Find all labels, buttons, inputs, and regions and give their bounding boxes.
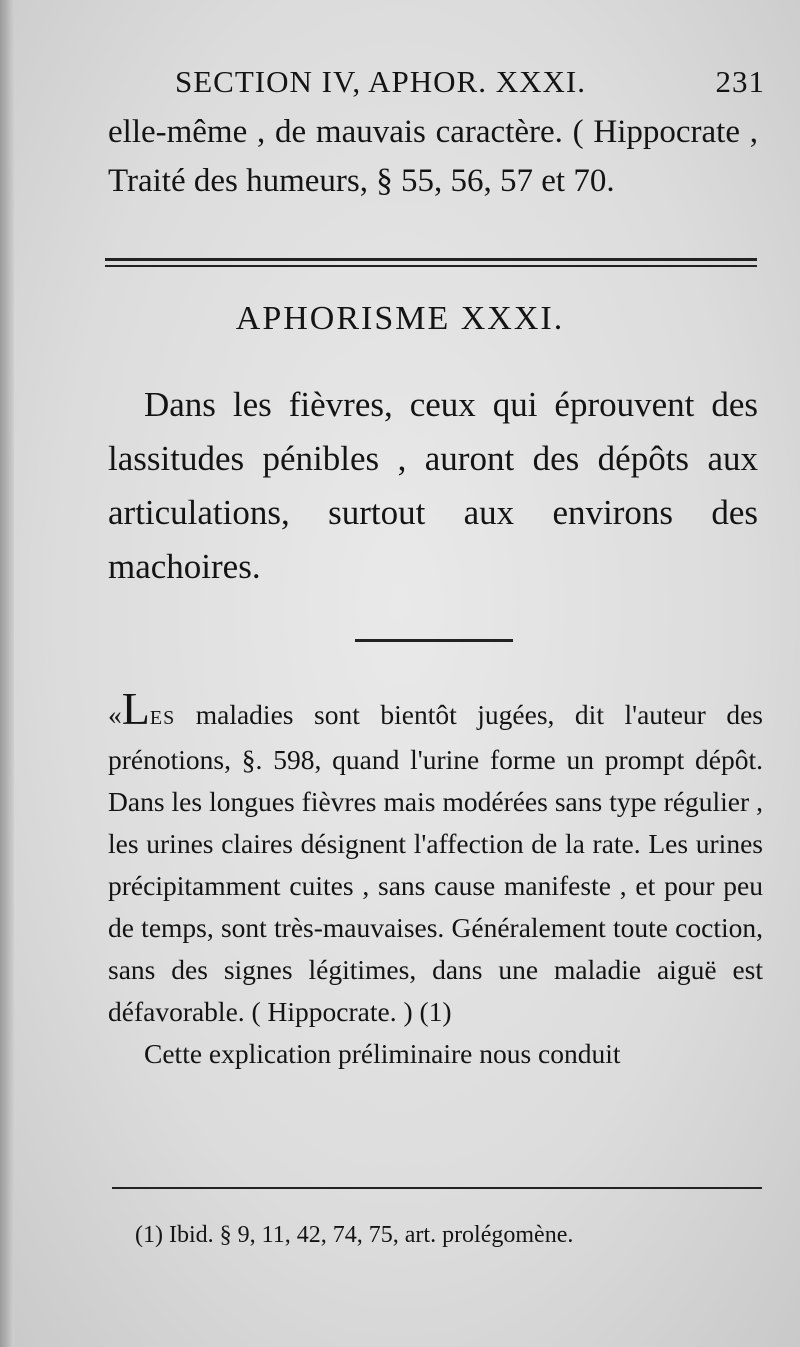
section-rule — [355, 639, 513, 642]
commentary-last-line: Cette explication préliminaire nous conduit — [144, 1038, 621, 1069]
running-head: SECTION IV, APHOR. XXXI. — [175, 64, 586, 99]
small-caps: ES — [149, 707, 176, 729]
continuation-text: elle-même , de mauvais caractère. ( Hippocrate , Traité des humeurs, § 55, 56, 57 et 70. — [108, 114, 758, 199]
commentary — [108, 683, 763, 1075]
page-edge-shadow — [0, 0, 14, 1347]
double-rule-top — [105, 258, 757, 261]
double-rule-bottom — [105, 265, 757, 267]
aphorism-body: Dans les fièvres, ceux qui éprouvent des lassitudes pénibles , auront des dépôts aux articulations, surtout aux environs des machoires. — [108, 385, 758, 586]
open-quote: « — [108, 699, 122, 730]
footnote-rule — [112, 1187, 762, 1189]
commentary-body: maladies sont bientôt jugées, dit l'auteur des prénotions, §. 598, quand l'urine forme un prompt dépôt. Dans les longues fièvres mais modérées sans type régulier , les urines claires désignent l'affection de la rate. Les urines précipitamment cuites , sans cause manifeste , et pour peu de temps, sont très-mauvaises. Généralement toute coction, sans des signes légitimes, dans une maladie aiguë est défavorable. ( Hippocrate. ) (1) — [108, 699, 763, 1027]
running-header — [175, 64, 765, 100]
drop-letter: L — [121, 683, 150, 734]
aphorism-text — [108, 378, 758, 594]
footnote: (1) Ibid. § 9, 11, 42, 74, 75, art. prolégomène. — [135, 1222, 574, 1248]
page-number: 231 — [715, 64, 765, 99]
aphorism-title: APHORISME XXXI. — [235, 300, 565, 337]
